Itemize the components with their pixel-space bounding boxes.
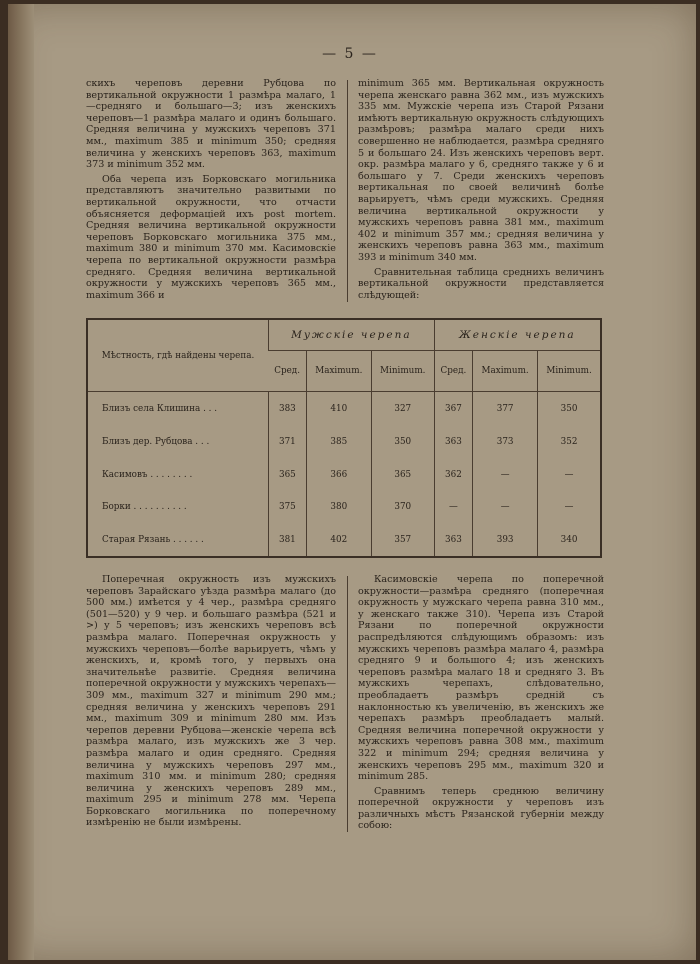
cell-value: 410 bbox=[306, 392, 371, 426]
subheader: Maximum. bbox=[473, 351, 538, 392]
cell-value: 381 bbox=[269, 523, 307, 556]
cell-value: 393 bbox=[473, 523, 538, 556]
cell-value: 340 bbox=[538, 523, 600, 556]
cell-value: — bbox=[434, 491, 472, 524]
cell-location: Касимовъ . . . . . . . . bbox=[102, 469, 193, 480]
cell-location: Борки . . . . . . . . . . bbox=[102, 502, 187, 513]
page-number: — 5 — bbox=[322, 46, 378, 62]
cell-value: 380 bbox=[306, 491, 371, 524]
header-location: Мѣстность, гдѣ найдены черепа. bbox=[88, 320, 269, 392]
text-column-left-top bbox=[86, 78, 336, 304]
column-divider bbox=[347, 576, 348, 832]
cell-value: 365 bbox=[371, 458, 434, 491]
cell-value: 373 bbox=[473, 426, 538, 459]
cell-location: Близъ дер. Рубцова . . . bbox=[102, 436, 210, 447]
paragraph: Сравнительная таблица среднихъ величинъ вертикальной окружности представляется слѣдующей: bbox=[358, 266, 604, 301]
cell-location: Близъ села Клишина . . . bbox=[102, 403, 218, 414]
cell-value: 365 bbox=[269, 458, 307, 491]
text-column-left-bottom bbox=[86, 574, 336, 832]
cell-value: 366 bbox=[306, 458, 371, 491]
paragraph: Сравнимъ теперь среднюю величину поперечной окружности у череповъ изъ различныхъ мѣстъ Рязанской губернiи между собою: bbox=[358, 785, 604, 832]
cell-value: 350 bbox=[371, 426, 434, 459]
paragraph: Оба черепа изъ Борковскаго могильника представляютъ значительно развитыми по вертикальной окружности, что отчасти объясняется деформацiей ихъ post mortem. Средняя величина вертикальной окружности череповъ Борковскаго могильника 375 мм., maximum 380 и minimum 370 мм. Касимовскiе черепа по вертикальной окружности размѣра средняго. Средняя величина вертикальной окружности у мужскихъ череповъ 365 мм., maximum 366 и bbox=[86, 173, 336, 301]
cell-value: 377 bbox=[473, 392, 538, 426]
table-row bbox=[88, 491, 600, 524]
table-row bbox=[88, 392, 600, 426]
paragraph: Касимовскiе черепа по поперечной окружности—размѣра средняго (поперечная окружность у мужскаго черепа равна 310 мм., у женскаго также 310). Черепа изъ Старой Рязани по поперечной окружности распредѣляются слѣдующимъ образомъ: изъ мужскихъ череповъ размѣра малаго 4, размѣра средняго 9 и большого 4; изъ женскихъ череповъ размѣра малаго 18 и средняго 3. Въ мужскихъ черепахъ, слѣдовательно, преобладаетъ размѣръ средній съ наклонностью къ увеличенiю, въ женскихъ же черепахъ размѣръ преобладаетъ малый. Средняя величина поперечной окружности у мужскихъ череповъ равна 308 мм., maximum 322 и minimum 294; средняя величина у женскихъ череповъ 295 мм., maximum 320 и minimum 285. bbox=[358, 574, 604, 783]
subheader: Maximum. bbox=[306, 351, 371, 392]
subheader: Сред. bbox=[434, 351, 472, 392]
subheader: Minimum. bbox=[371, 351, 434, 392]
cell-value: 352 bbox=[538, 426, 600, 459]
cell-value: 385 bbox=[306, 426, 371, 459]
paragraph: minimum 365 мм. Вертикальная окружность черепа женскаго равна 362 мм., изъ мужскихъ 335 мм. Мужскiе черепа изъ Старой Рязани имѣютъ вертикальную окружность слѣдующихъ размѣровъ; размѣра малаго среди нихъ совершенно не наблюдается, размѣра средняго 5 и большаго 24. Изъ женскихъ череповъ верт. окр. размѣра малаго у 6, средняго также у 6 и большаго у 7. Среди женскихъ череповъ вертикальная по своей величинѣ болѣе варьируетъ, чѣмъ среди мужскихъ. Средняя величина вертикальной окружности у мужскихъ череповъ равна 381 мм., maximum 402 и minimum 357 мм.; средняя величина у женскихъ череповъ равна 363 мм., maximum 393 и minimum 340 мм. bbox=[358, 78, 604, 263]
table-row bbox=[88, 523, 600, 556]
cell-value: — bbox=[538, 458, 600, 491]
text-column-right-bottom bbox=[358, 574, 604, 835]
cell-value: 362 bbox=[434, 458, 472, 491]
cell-value: 402 bbox=[306, 523, 371, 556]
cell-value: 357 bbox=[371, 523, 434, 556]
cell-value: 370 bbox=[371, 491, 434, 524]
paragraph: Поперечная окружность изъ мужскихъ череповъ Зарайскаго уѣзда размѣра малаго (до 500 мм.) имѣется у 4 чер., размѣра средняго (501—520) у 9 чер. и большаго размѣра (521 и >) у 5 череповъ; изъ женскихъ череповъ всѣ размѣра малаго. Поперечная окружность у мужскихъ череповъ—болѣе варьируетъ, чѣмъ у женскихъ, и, кромѣ того, у первыхъ она значительнѣе развитiе. Средняя величина поперечной окружности у мужскихъ черепахъ—309 мм., maximum 327 и minimum 290 мм.; средняя величина у женскихъ череповъ 291 мм., maximum 309 и minimum 280 мм. Изъ черепов деревни Рубцова—женскiе черепа всѣ размѣра малаго, изъ мужскихъ же 3 чер. размѣра малаго и один средняго. Средняя величина у мужскихъ череповъ 297 мм., maximum 310 мм. и minimum 280; средняя величина у женскихъ череповъ 289 мм., maximum 295 и minimum 278 мм. Черепа Борковскаго могильника по поперечному измѣренiю не были измѣрены. bbox=[86, 574, 336, 829]
cell-location: Старая Рязань . . . . . . bbox=[102, 534, 204, 545]
text-column-right-top bbox=[358, 78, 604, 304]
cell-value: 371 bbox=[269, 426, 307, 459]
header-male-group: Мужскiе черепа bbox=[269, 320, 435, 351]
header-female-group: Женскiе черепа bbox=[434, 320, 600, 351]
cell-value: 367 bbox=[434, 392, 472, 426]
column-divider bbox=[347, 80, 348, 302]
cell-value: 383 bbox=[269, 392, 307, 426]
cell-value: 363 bbox=[434, 426, 472, 459]
cell-value: — bbox=[538, 491, 600, 524]
page-gutter-shadow bbox=[8, 4, 34, 960]
cell-value: 375 bbox=[269, 491, 307, 524]
cell-value: 363 bbox=[434, 523, 472, 556]
cell-value: 350 bbox=[538, 392, 600, 426]
comparison-table bbox=[86, 318, 602, 558]
paragraph: скихъ череповъ деревни Рубцова по вертикальной окружности 1 размѣра малаго, 1—средняго и большаго—3; изъ женскихъ череповъ—1 размѣра малаго и одинъ большаго. Средняя величина у мужскихъ череповъ 371 мм., maximum 385 и minimum 350; средняя величина у женскихъ череповъ 363, maximum 373 и minimum 352 мм. bbox=[86, 78, 336, 171]
cell-value: — bbox=[473, 491, 538, 524]
table-row bbox=[88, 458, 600, 491]
subheader: Сред. bbox=[269, 351, 307, 392]
cell-value: — bbox=[473, 458, 538, 491]
table-row bbox=[88, 426, 600, 459]
cell-value: 327 bbox=[371, 392, 434, 426]
subheader: Minimum. bbox=[538, 351, 600, 392]
